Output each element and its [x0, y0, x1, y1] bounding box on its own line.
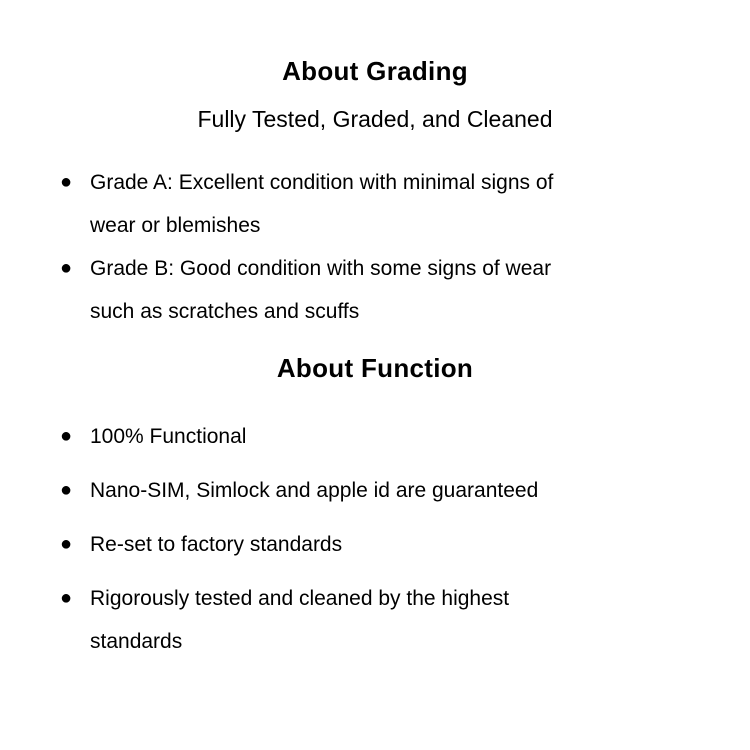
- list-item: [60, 161, 690, 247]
- function-section: [60, 353, 690, 663]
- function-list: [60, 415, 690, 663]
- list-item-line: Nano-SIM, Simlock and apple id are guaranteed: [90, 479, 539, 502]
- list-item-text: [90, 523, 690, 566]
- function-section-title: About Function: [276, 353, 474, 383]
- list-item: [60, 523, 690, 566]
- list-item: [60, 415, 690, 458]
- list-item-line: such as scratches and scuffs: [90, 300, 360, 323]
- list-item-line: Rigorously tested and cleaned by the highest: [90, 587, 510, 610]
- grading-list: [60, 161, 690, 333]
- list-item-line: standards: [90, 630, 183, 653]
- bullet-icon: ●: [60, 257, 73, 279]
- bullet-icon: ●: [60, 425, 73, 447]
- list-item-text: [90, 577, 690, 663]
- list-item-text: [90, 247, 690, 333]
- list-item-line: wear or blemishes: [90, 214, 261, 237]
- list-item-line: Grade A: Excellent condition with minimal signs of: [90, 171, 554, 194]
- grading-section-subtitle: Fully Tested, Graded, and Cleaned: [197, 106, 553, 132]
- grading-section-title: About Grading: [282, 56, 468, 86]
- bullet-icon: ●: [60, 587, 73, 609]
- list-item-text: [90, 161, 690, 247]
- list-item-line: 100% Functional: [90, 425, 247, 448]
- list-item: [60, 577, 690, 663]
- list-item: [60, 247, 690, 333]
- grading-section: [60, 56, 690, 333]
- bullet-icon: ●: [60, 171, 73, 193]
- list-item: [60, 469, 690, 512]
- bullet-icon: ●: [60, 533, 73, 555]
- list-item-text: [90, 469, 690, 512]
- bullet-icon: ●: [60, 479, 73, 501]
- list-item-line: Re-set to factory standards: [90, 533, 343, 556]
- list-item-line: Grade B: Good condition with some signs of wear: [90, 257, 552, 280]
- list-item-text: [90, 415, 690, 458]
